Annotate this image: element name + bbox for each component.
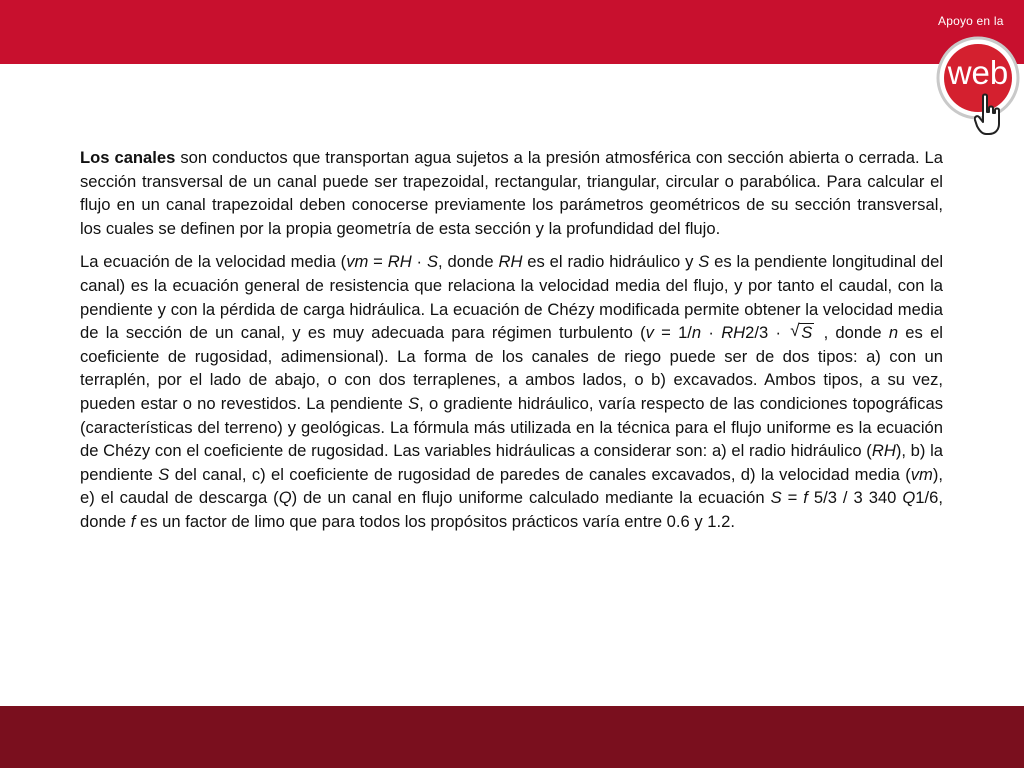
text-span: , donde xyxy=(816,323,889,343)
var-f: f xyxy=(130,511,136,531)
text-span: 1/6, donde xyxy=(80,488,943,531)
var-s: S xyxy=(158,464,170,484)
text-span: = 1/ xyxy=(653,323,692,343)
var-s: S xyxy=(408,393,420,413)
paragraph-ecuacion xyxy=(80,250,943,533)
bottom-banner xyxy=(0,706,1024,768)
square-root xyxy=(790,321,814,345)
var-n: n xyxy=(888,323,899,343)
main-text xyxy=(80,146,943,544)
text-span: , donde xyxy=(438,252,499,272)
radicand: S xyxy=(801,323,813,343)
paragraph-text: son conductos que transportan agua sujetos a la presión atmosférica con sección abierta o cerrada. La sección transversal de un canal puede ser trapezoidal, rectangular, triangular, circular o parabólica. Para calcular el flujo en un canal trapezoidal deben conocerse previamente los parámetros geométricos de su sección transversal, los cuales se definen por la propia geometría de esta sección y la profundidad del flujo. xyxy=(80,148,943,238)
text-span: ), e) el caudal de descarga ( xyxy=(80,464,943,508)
var-rh: RH xyxy=(498,252,523,272)
var-f: f xyxy=(803,488,808,508)
text-span: es el coeficiente de rugosidad, adimensional). La forma de los canales de riego puede ser de dos tipos: a) con un terraplén, por el lado de abajo, o con dos terraplenes, a ambos lados, o b) excavados. Ambos tipos, a su vez, pueden estar o no revestidos. La pendiente xyxy=(80,323,943,413)
text-span: = xyxy=(781,488,804,508)
radical-sign: √ xyxy=(790,321,800,341)
text-span: 5/3 / 3 340 xyxy=(807,488,903,508)
apoyo-web-logo[interactable] xyxy=(930,6,1024,136)
var-q: Q xyxy=(278,488,292,508)
var-vm: vm xyxy=(346,252,369,272)
text-span: = xyxy=(368,252,388,272)
var-rh: RH xyxy=(871,441,896,461)
text-span: 2/3 · xyxy=(745,323,789,343)
logo-caption: Apoyo en la xyxy=(938,14,1004,28)
paragraph-canales xyxy=(80,146,943,240)
text-span: La ecuación de la velocidad media ( xyxy=(80,252,347,272)
text-span: es la pendiente longitudinal del canal) es la ecuación general de resistencia que relaciona la velocidad media del flujo, y por tanto el caudal, con la pendiente y con la pérdida de carga hidráulica. La ecuación de Chézy modificada permite obtener la velocidad media de la sección de un canal, y es muy adecuada para régimen turbulento ( xyxy=(80,252,944,343)
text-span: es un factor de limo que para todos los propósitos prácticos varía entre 0.6 y 1.2. xyxy=(135,511,735,531)
text-span: del canal, c) el coeficiente de rugosidad de paredes de canales excavados, d) la velocidad media ( xyxy=(169,464,911,484)
var-s: S xyxy=(698,252,710,272)
var-q: Q xyxy=(902,488,916,508)
var-s: S xyxy=(426,252,439,272)
text-span: ), b) la pendiente xyxy=(80,441,943,484)
var-vm: vm xyxy=(910,464,933,484)
var-s: S xyxy=(770,488,782,508)
text-span: · xyxy=(701,323,722,343)
var-n: n xyxy=(691,323,702,343)
text-span: · xyxy=(411,252,427,272)
lead-term: Los canales xyxy=(80,148,176,167)
text-span: ) de un canal en flujo uniforme calculado mediante la ecuación xyxy=(291,488,771,508)
text-span: es el radio hidráulico y xyxy=(522,252,699,272)
var-v: v xyxy=(645,323,654,343)
var-rh: RH xyxy=(387,252,412,272)
hand-cursor-icon xyxy=(974,92,1002,138)
top-banner xyxy=(0,0,1024,64)
var-rh: RH xyxy=(721,323,746,343)
text-span: , o gradiente hidráulico, varía respecto de las condiciones topográficas (características del terreno) y geológicas. La fórmula más utilizada en la técnica para el flujo uniforme es la ecuación de Chézy con el coeficiente de rugosidad. Las variables hidráulicas a considerar son: a) el radio hidráulico ( xyxy=(80,393,943,461)
logo-word: web xyxy=(947,54,1009,91)
